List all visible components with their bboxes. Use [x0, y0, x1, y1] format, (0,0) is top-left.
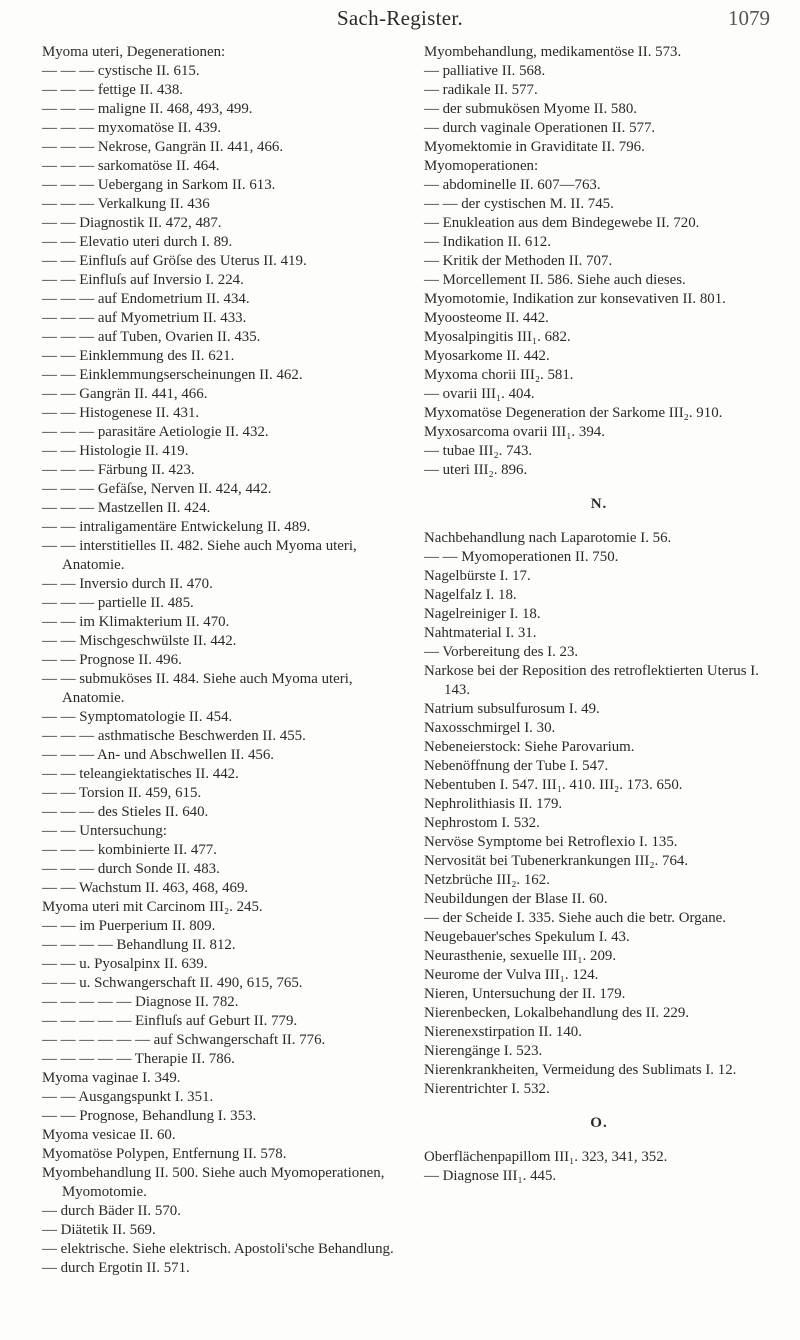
- index-entry: — — Einfluſs auf Gröſse des Uterus II. 419.: [42, 253, 307, 269]
- index-entry: Nieren, Untersuchung der II. 179.: [424, 986, 626, 1002]
- index-entry: — — submuköses II. 484. Siehe auch Myoma uteri, Anatomie.: [42, 671, 353, 706]
- index-entry: — — Diagnostik II. 472, 487.: [42, 215, 222, 231]
- index-entry: — der Scheide I. 335. Siehe auch die betr. Organe.: [424, 910, 726, 926]
- index-entry: — — interstitielles II. 482. Siehe auch Myoma uteri, Anatomie.: [42, 538, 357, 573]
- index-entry: — Diätetik II. 569.: [42, 1222, 156, 1238]
- index-entry: Natrium subsulfurosum I. 49.: [424, 701, 600, 717]
- page-title: Sach-Register.: [336, 6, 464, 30]
- index-entry: Myombehandlung, medikamentöse II. 573.: [424, 44, 682, 60]
- index-entry: Myomatöse Polypen, Entfernung II. 578.: [42, 1146, 287, 1162]
- index-entry: — radikale II. 577.: [424, 82, 538, 98]
- index-entry: — — — Färbung II. 423.: [42, 462, 195, 478]
- index-entry: — — — auf Myometrium II. 433.: [42, 310, 247, 326]
- index-entry: — durch Ergotin II. 571.: [42, 1260, 190, 1276]
- index-entry: — — — myxomatöse II. 439.: [42, 120, 222, 136]
- index-entry: — tubae III₂. 743.: [424, 443, 533, 459]
- index-entry: — — Prognose II. 496.: [42, 652, 182, 668]
- index-entry: — — — Mastzellen II. 424.: [42, 500, 211, 516]
- index-entry: — — — — — Therapie II. 786.: [42, 1051, 235, 1067]
- index-entry: Myomoperationen:: [424, 158, 539, 174]
- index-entry: — — Gangrän II. 441, 466.: [42, 386, 208, 402]
- index-entry: — ovarii III₁. 404.: [424, 386, 535, 402]
- index-entry: — — — auf Tuben, Ovarien II. 435.: [42, 329, 261, 345]
- index-entry: Nierenexstirpation II. 140.: [424, 1024, 582, 1040]
- index-entry: — — Einklemmungserscheinungen II. 462.: [42, 367, 303, 383]
- index-entry: Nahtmaterial I. 31.: [424, 625, 537, 641]
- index-entry: — — — parasitäre Aetiologie II. 432.: [42, 424, 269, 440]
- index-entry: — — Einklemmung des II. 621.: [42, 348, 235, 364]
- index-entry: — — — — Behandlung II. 812.: [42, 937, 236, 953]
- index-entry: Neurome der Vulva III₁. 124.: [424, 967, 599, 983]
- index-column-right: [424, 43, 774, 1186]
- section-letter: N.: [590, 496, 608, 512]
- index-entry: — — Myomoperationen II. 750.: [424, 549, 619, 565]
- index-column-left: [42, 43, 406, 1278]
- index-entry: Nephrolithiasis II. 179.: [424, 796, 563, 812]
- index-entry: — — — maligne II. 468, 493, 499.: [42, 101, 253, 117]
- index-entry: — — — cystische II. 615.: [42, 63, 200, 79]
- index-entry: Myxomatöse Degeneration der Sarkome III₂. 910.: [424, 405, 723, 421]
- index-entry: Myxosarcoma ovarii III₁. 394.: [424, 424, 605, 440]
- index-entry: — — u. Pyosalpinx II. 639.: [42, 956, 208, 972]
- index-entry: Narkose bei der Reposition des retroflektierten Uterus I. 143.: [424, 663, 759, 698]
- index-entry: — — Prognose, Behandlung I. 353.: [42, 1108, 257, 1124]
- index-entry: — — — An- und Abschwellen II. 456.: [42, 747, 275, 763]
- index-entry: Myxoma chorii III₂. 581.: [424, 367, 574, 383]
- index-entry: — Morcellement II. 586. Siehe auch dieses.: [424, 272, 686, 288]
- index-entry: Myomotomie, Indikation zur konsevativen II. 801.: [424, 291, 726, 307]
- index-entry: Nierenbecken, Lokalbehandlung des II. 229.: [424, 1005, 690, 1021]
- index-entry: — — Untersuchung:: [42, 823, 167, 839]
- index-entry: — — — Verkalkung II. 436: [42, 196, 210, 212]
- index-entry: — — teleangiektatisches II. 442.: [42, 766, 239, 782]
- index-entry: Nagelfalz I. 18.: [424, 587, 517, 603]
- index-entry: — Vorbereitung des I. 23.: [424, 644, 579, 660]
- index-entry: Myoma uteri mit Carcinom III₂. 245.: [42, 899, 263, 915]
- index-entry: Neugebauer'sches Spekulum I. 43.: [424, 929, 630, 945]
- index-entry: Nebeneierstock: Siehe Parovarium.: [424, 739, 635, 755]
- index-entry: Nebenöffnung der Tube I. 547.: [424, 758, 609, 774]
- index-entry: Myoma vaginae I. 349.: [42, 1070, 181, 1086]
- page-number: 1079: [728, 6, 770, 30]
- page-header: [0, 0, 800, 40]
- index-entry: Nervöse Symptome bei Retroflexio I. 135.: [424, 834, 678, 850]
- index-entry: — — — kombinierte II. 477.: [42, 842, 217, 858]
- index-entry: — — — asthmatische Beschwerden II. 455.: [42, 728, 306, 744]
- index-entry: — — Histogenese II. 431.: [42, 405, 200, 421]
- index-entry: — — — auf Endometrium II. 434.: [42, 291, 250, 307]
- index-entry: — — Ausgangspunkt I. 351.: [42, 1089, 214, 1105]
- index-entry: Myosarkome II. 442.: [424, 348, 550, 364]
- index-entry: — — — Gefäſse, Nerven II. 424, 442.: [42, 481, 272, 497]
- index-entry: Neubildungen der Blase II. 60.: [424, 891, 608, 907]
- index-entry: Nachbehandlung nach Laparotomie I. 56.: [424, 530, 672, 546]
- index-entry: — palliative II. 568.: [424, 63, 546, 79]
- index-entry: — — im Klimakterium II. 470.: [42, 614, 230, 630]
- index-entry: Naxosschmirgel I. 30.: [424, 720, 556, 736]
- index-entry: — — Inversio durch II. 470.: [42, 576, 213, 592]
- index-entry: — Kritik der Methoden II. 707.: [424, 253, 613, 269]
- index-entry: Nagelbürste I. 17.: [424, 568, 531, 584]
- index-entry: — — u. Schwangerschaft II. 490, 615, 765.: [42, 975, 303, 991]
- index-entry: Neurasthenie, sexuelle III₁. 209.: [424, 948, 617, 964]
- index-entry: — — Symptomatologie II. 454.: [42, 709, 233, 725]
- index-entry: — — — — — Einfluſs auf Geburt II. 779.: [42, 1013, 298, 1029]
- index-entry: — elektrische. Siehe elektrisch. Apostoli'sche Behandlung.: [42, 1241, 394, 1257]
- index-entry: — — — — — — auf Schwangerschaft II. 776.: [42, 1032, 326, 1048]
- index-entry: — — — des Stieles II. 640.: [42, 804, 209, 820]
- index-entry: — — — fettige II. 438.: [42, 82, 184, 98]
- index-entry: — Enukleation aus dem Bindegewebe II. 720.: [424, 215, 700, 231]
- index-entry: — — Histologie II. 419.: [42, 443, 189, 459]
- index-entry: Nephrostom I. 532.: [424, 815, 540, 831]
- index-entry: — durch vaginale Operationen II. 577.: [424, 120, 656, 136]
- index-entry: — Indikation II. 612.: [424, 234, 551, 250]
- index-entry: Myoma uteri, Degenerationen:: [42, 44, 226, 60]
- index-entry: — Diagnose III₁. 445.: [424, 1168, 557, 1184]
- index-entry: — — — Uebergang in Sarkom II. 613.: [42, 177, 276, 193]
- index-entry: Myomektomie in Graviditate II. 796.: [424, 139, 645, 155]
- index-entry: Myombehandlung II. 500. Siehe auch Myomoperationen, Myomotomie.: [42, 1165, 385, 1200]
- index-entry: — — Elevatio uteri durch I. 89.: [42, 234, 233, 250]
- index-entry: Nierengänge I. 523.: [424, 1043, 543, 1059]
- index-entry: — — — sarkomatöse II. 464.: [42, 158, 220, 174]
- index-entry: Nagelreiniger I. 18.: [424, 606, 541, 622]
- index-entry: Netzbrüche III₂. 162.: [424, 872, 550, 888]
- index-entry: — — der cystischen M. II. 745.: [424, 196, 614, 212]
- index-entry: — — Wachstum II. 463, 468, 469.: [42, 880, 249, 896]
- index-entry: Oberflächenpapillom III₁. 323, 341, 352.: [424, 1149, 668, 1165]
- index-entry: — — intraligamentäre Entwickelung II. 489.: [42, 519, 311, 535]
- index-entry: Myosalpingitis III₁. 682.: [424, 329, 571, 345]
- index-entry: — uteri III₂. 896.: [424, 462, 528, 478]
- index-entry: — — — partielle II. 485.: [42, 595, 194, 611]
- index-entry: Nierenkrankheiten, Vermeidung des Sublimats I. 12.: [424, 1062, 737, 1078]
- index-entry: — — — — — Diagnose II. 782.: [42, 994, 239, 1010]
- index-entry: Nebentuben I. 547. III₁. 410. III₂. 173. 650.: [424, 777, 683, 793]
- index-entry: — — — durch Sonde II. 483.: [42, 861, 220, 877]
- index-entry: — — — Nekrose, Gangrän II. 441, 466.: [42, 139, 284, 155]
- index-entry: — abdominelle II. 607—763.: [424, 177, 601, 193]
- index-entry: — — Einfluſs auf Inversio I. 224.: [42, 272, 244, 288]
- index-entry: Myoma vesicae II. 60.: [42, 1127, 176, 1143]
- index-entry: Myoosteome II. 442.: [424, 310, 549, 326]
- index-entry: — — im Puerperium II. 809.: [42, 918, 216, 934]
- index-entry: — durch Bäder II. 570.: [42, 1203, 181, 1219]
- index-entry: — — Mischgeschwülste II. 442.: [42, 633, 237, 649]
- index-entry: Nierentrichter I. 532.: [424, 1081, 550, 1097]
- index-entry: — der submukösen Myome II. 580.: [424, 101, 637, 117]
- index-entry: Nervosität bei Tubenerkrankungen III₂. 764.: [424, 853, 689, 869]
- index-entry: — — Torsion II. 459, 615.: [42, 785, 202, 801]
- section-letter: O.: [590, 1115, 608, 1131]
